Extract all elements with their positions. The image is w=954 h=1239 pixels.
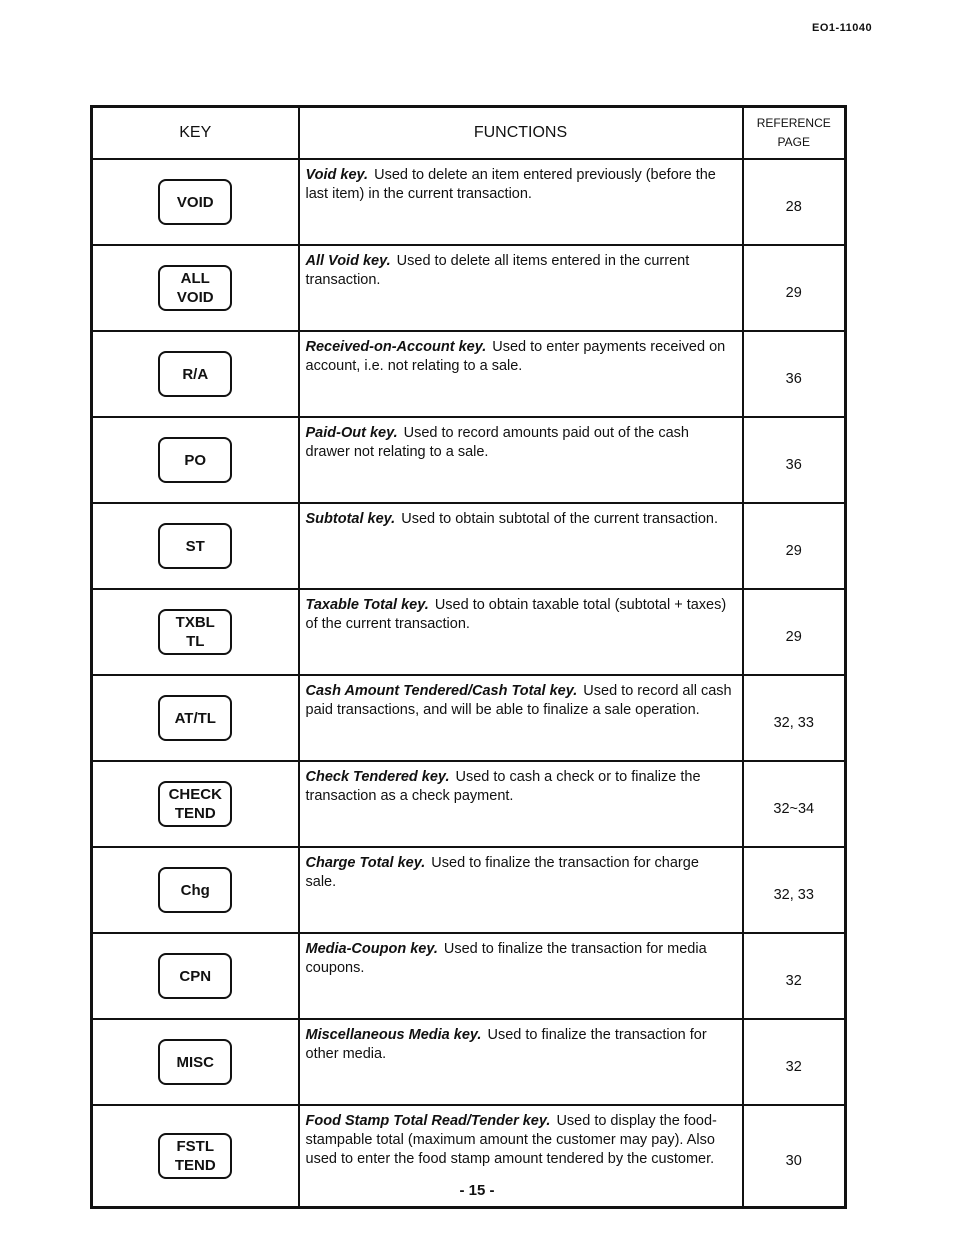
table-row [92,331,846,417]
reference-page: 32, 33 [743,847,846,933]
reference-page: 29 [743,245,846,331]
keycap-label: CHECK [168,786,222,803]
keycap-label: TEND [174,1157,216,1174]
key-cell [92,847,299,933]
table-row [92,503,846,589]
reference-page: 32, 33 [743,675,846,761]
key-description: Used to record amounts paid out of the cash drawer not relating to a sale. [305,425,689,460]
keycap-label: MISC [176,1053,214,1071]
keycap-icon [158,781,232,827]
key-description: Used to delete all items entered in the current transaction. [305,253,690,288]
keycap-icon [158,437,232,483]
keycap-label: R/A [182,365,209,383]
function-cell [299,933,743,1019]
function-cell [299,503,743,589]
keycap-icon [158,179,232,225]
key-name: Miscellaneous Media key. [305,1027,482,1043]
keycap-label: TXBL [175,614,215,631]
keycap-label: VOID [176,193,214,211]
key-cell [92,417,299,503]
column-header-functions: FUNCTIONS [299,107,743,160]
key-description: Used to finalize the transaction for media coupons. [305,941,707,976]
keycap-label: AT/TL [174,709,216,727]
page-number: - 15 - [459,1182,495,1199]
key-cell [92,503,299,589]
function-cell [299,589,743,675]
key-name: Cash Amount Tendered/Cash Total key. [305,683,578,699]
key-name: Paid-Out key. [305,425,398,441]
table-row [92,761,846,847]
key-name: Void key. [305,167,369,183]
reference-page: 32~34 [743,761,846,847]
table-row [92,933,846,1019]
key-description: Used to finalize the transaction for charge sale. [305,855,699,890]
key-name: Taxable Total key. [305,597,429,613]
keycap-label: ALL [180,270,210,287]
key-cell [92,675,299,761]
table-row [92,245,846,331]
reference-page: 29 [743,503,846,589]
key-description: Used to obtain taxable total (subtotal + taxes) of the current transaction. [305,597,727,632]
function-cell [299,847,743,933]
keycap-icon [158,867,232,913]
column-header-reference-page [743,107,846,160]
table-header-row [92,107,846,160]
function-cell [299,417,743,503]
table-row [92,159,846,245]
column-header-key: KEY [92,107,299,160]
reference-header-line1: REFERENCE [756,116,831,130]
keycap-label: CPN [179,967,212,985]
keycap-label: Chg [180,881,210,899]
key-cell [92,933,299,1019]
keycap-icon [158,523,232,569]
key-description: Used to record all cash paid transactions, and will be able to finalize a sale operation. [305,683,732,718]
reference-page: 36 [743,331,846,417]
key-functions-table [90,105,847,1209]
key-description: Used to finalize the transaction for other media. [305,1027,707,1062]
reference-page: 29 [743,589,846,675]
keycap-label: VOID [176,289,214,306]
function-cell [299,245,743,331]
keycap-icon [158,953,232,999]
reference-header-line2: PAGE [777,135,810,149]
keycap-icon [158,695,232,741]
document-id: EO1-11040 [812,22,873,34]
keycap-icon [158,265,232,311]
reference-page: 36 [743,417,846,503]
keycap-icon [158,351,232,397]
keycap-label: ST [185,537,205,555]
table-row [92,675,846,761]
reference-page: 28 [743,159,846,245]
function-cell [299,331,743,417]
key-description: Used to obtain subtotal of the current transaction. [401,511,718,527]
keycap-icon [158,1039,232,1085]
keycap-label: PO [184,451,207,469]
key-description: Used to cash a check or to finalize the transaction as a check payment. [305,769,701,804]
keycap-label: TEND [174,805,216,822]
table-row [92,847,846,933]
function-cell [299,761,743,847]
keycap-icon [158,609,232,655]
keycap-icon [158,1133,232,1179]
table-row [92,1019,846,1105]
key-name: All Void key. [305,253,391,269]
keycap-label: TL [186,633,205,650]
key-cell [92,589,299,675]
table-row [92,589,846,675]
reference-page: 30 [743,1105,846,1208]
key-name: Received-on-Account key. [305,339,487,355]
key-name: Subtotal key. [305,511,396,527]
reference-page: 32 [743,1019,846,1105]
function-cell [299,159,743,245]
key-cell [92,1019,299,1105]
key-name: Charge Total key. [305,855,426,871]
key-description: Used to enter payments received on account, i.e. not relating to a sale. [305,339,726,374]
key-cell [92,159,299,245]
key-cell [92,331,299,417]
key-description: Used to display the food-stampable total (maximum amount the customer may pay). Also used to enter the food stamp amount tendered by the customer. [305,1113,717,1167]
keycap-label: FSTL [176,1138,214,1155]
key-name: Food Stamp Total Read/Tender key. [305,1113,551,1129]
key-cell [92,761,299,847]
function-cell [299,1019,743,1105]
key-description: Used to delete an item entered previously (before the last item) in the current transaction. [305,167,716,202]
function-cell [299,675,743,761]
key-cell [92,245,299,331]
key-name: Media-Coupon key. [305,941,438,957]
reference-page: 32 [743,933,846,1019]
table-row [92,417,846,503]
key-name: Check Tendered key. [305,769,450,785]
